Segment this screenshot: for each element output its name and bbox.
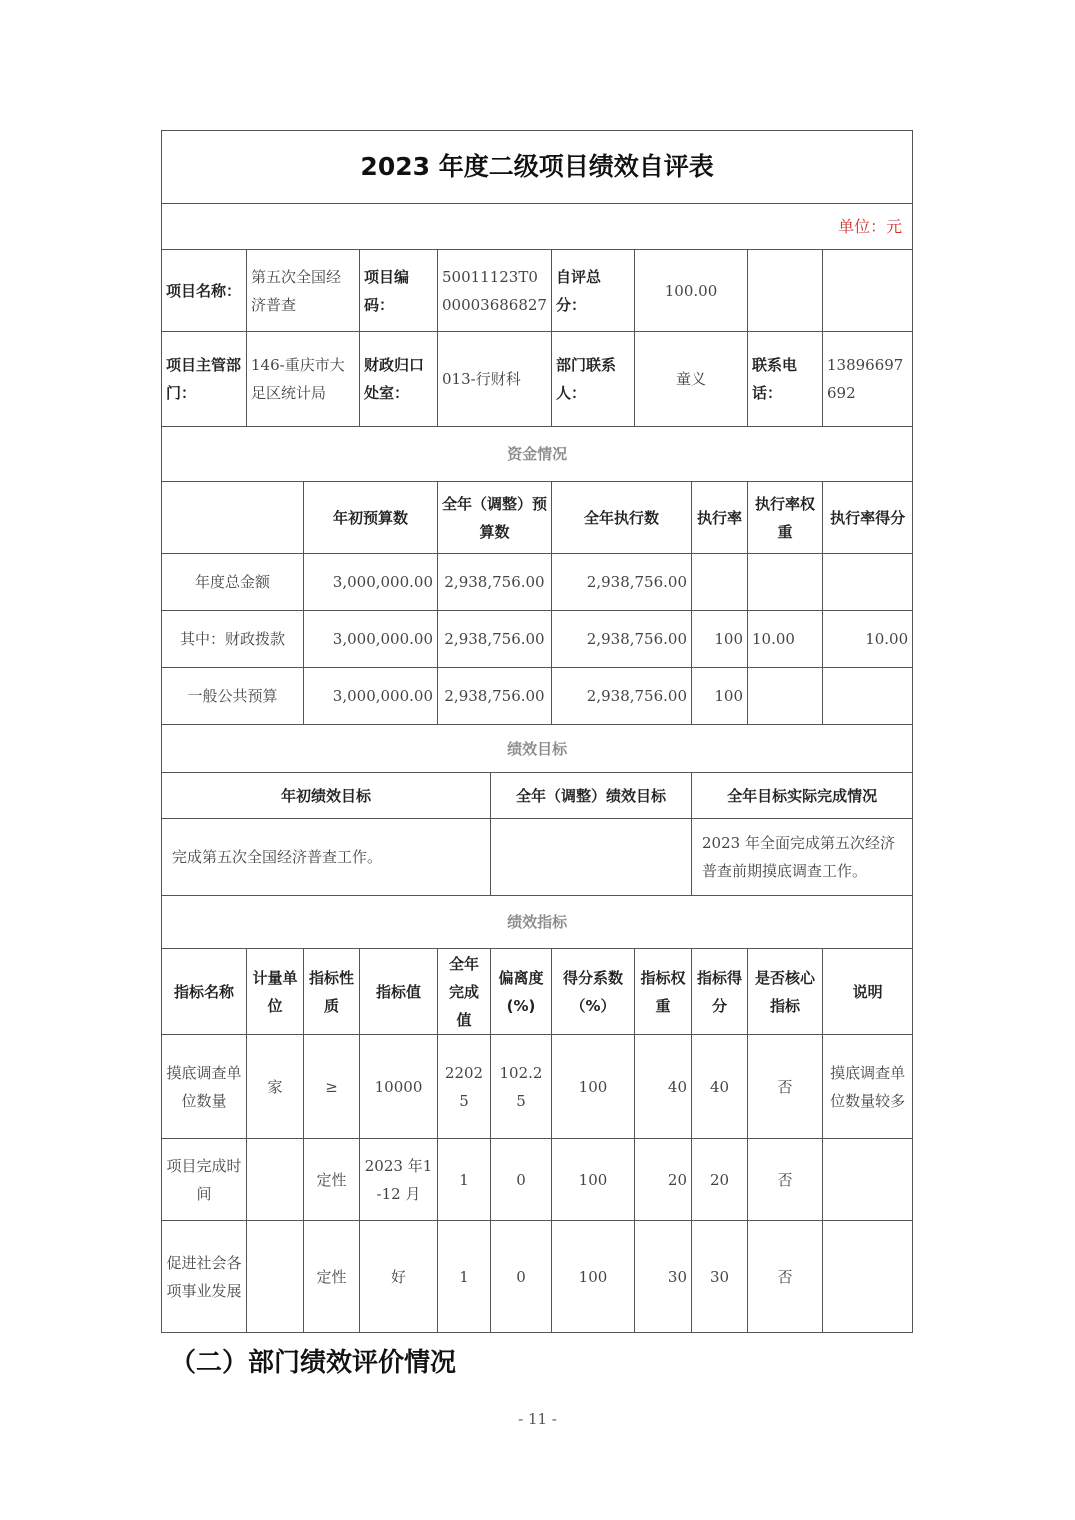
contact-label: 部门联系人： <box>552 332 635 427</box>
table-row <box>162 1139 913 1221</box>
goal-header: 年初绩效目标 <box>162 773 491 819</box>
fund-executed: 2,938,756.00 <box>552 611 692 668</box>
indicator-target: 2023 年1-12 月 <box>360 1139 438 1221</box>
fund-name: 一般公共预算 <box>162 668 304 725</box>
dept-label: 项目主管部门： <box>162 332 247 427</box>
fund-initial: 3,000,000.00 <box>304 554 438 611</box>
goal-adjusted <box>491 819 692 896</box>
project-name-value: 第五次全国经济普查 <box>247 250 360 332</box>
fund-adjusted: 2,938,756.00 <box>438 554 552 611</box>
fund-rate <box>692 554 748 611</box>
indicator-unit <box>247 1221 304 1333</box>
indicator-coef: 100 <box>552 1221 635 1333</box>
indicator-nature: ≥ <box>304 1035 360 1139</box>
table-row <box>162 1035 913 1139</box>
indicator-score: 40 <box>692 1035 748 1139</box>
indicator-name: 摸底调查单位数量 <box>162 1035 247 1139</box>
table-row <box>162 611 913 668</box>
indicator-header: 计量单位 <box>247 949 304 1035</box>
section-heading: （二）部门绩效评价情况 <box>170 1348 457 1378</box>
goal-actual: 2023 年全面完成第五次经济普查前期摸底调查工作。 <box>692 819 913 896</box>
indicator-score: 30 <box>692 1221 748 1333</box>
fund-weight <box>748 668 823 725</box>
table-title: 2023 年度二级项目绩效自评表 <box>162 131 913 204</box>
phone-label: 联系电话： <box>748 332 823 427</box>
fund-weight: 10.00 <box>748 611 823 668</box>
indicator-core: 否 <box>748 1035 823 1139</box>
indicator-actual: 22025 <box>438 1035 491 1139</box>
score-label: 自评总分： <box>552 250 635 332</box>
indicator-coef: 100 <box>552 1139 635 1221</box>
indicator-name: 项目完成时间 <box>162 1139 247 1221</box>
section-funds: 资金情况 <box>162 427 913 482</box>
indicator-unit: 家 <box>247 1035 304 1139</box>
dept-value: 146-重庆市大足区统计局 <box>247 332 360 427</box>
table-row <box>162 668 913 725</box>
fund-rate: 100 <box>692 611 748 668</box>
empty-cell <box>748 250 823 332</box>
project-name-label: 项目名称： <box>162 250 247 332</box>
fund-initial: 3,000,000.00 <box>304 611 438 668</box>
indicator-nature: 定性 <box>304 1221 360 1333</box>
indicator-header: 指标权重 <box>635 949 692 1035</box>
indicator-header: 说明 <box>823 949 913 1035</box>
indicator-target: 好 <box>360 1221 438 1333</box>
fund-name: 其中：财政拨款 <box>162 611 304 668</box>
goal-header: 全年（调整）绩效目标 <box>491 773 692 819</box>
contact-value: 童义 <box>635 332 748 427</box>
table-row <box>162 1221 913 1333</box>
indicator-score: 20 <box>692 1139 748 1221</box>
col-header: 年初预算数 <box>304 482 438 554</box>
fund-score: 10.00 <box>823 611 913 668</box>
goal-header: 全年目标实际完成情况 <box>692 773 913 819</box>
indicator-header: 指标名称 <box>162 949 247 1035</box>
empty-cell <box>823 250 913 332</box>
unit-label: 单位：元 <box>162 204 913 250</box>
col-header: 执行率权重 <box>748 482 823 554</box>
indicator-core: 否 <box>748 1221 823 1333</box>
col-header: 执行率得分 <box>823 482 913 554</box>
performance-table <box>161 130 913 1333</box>
indicator-weight: 30 <box>635 1221 692 1333</box>
indicator-note <box>823 1221 913 1333</box>
indicator-header: 指标值 <box>360 949 438 1035</box>
indicator-coef: 100 <box>552 1035 635 1139</box>
phone-value: 13896697692 <box>823 332 913 427</box>
indicator-name: 促进社会各项事业发展 <box>162 1221 247 1333</box>
indicator-deviation: 0 <box>491 1139 552 1221</box>
col-header: 执行率 <box>692 482 748 554</box>
indicator-header: 偏离度(%) <box>491 949 552 1035</box>
fund-executed: 2,938,756.00 <box>552 554 692 611</box>
project-code-label: 项目编码： <box>360 250 438 332</box>
col-header: 全年执行数 <box>552 482 692 554</box>
fund-score <box>823 554 913 611</box>
goal-initial: 完成第五次全国经济普查工作。 <box>162 819 491 896</box>
indicator-header: 指标性质 <box>304 949 360 1035</box>
indicator-actual: 1 <box>438 1221 491 1333</box>
project-code-value: 50011123T000003686827 <box>438 250 552 332</box>
indicator-actual: 1 <box>438 1139 491 1221</box>
fund-rate: 100 <box>692 668 748 725</box>
section-indicators: 绩效指标 <box>162 896 913 949</box>
indicator-header: 指标得分 <box>692 949 748 1035</box>
fund-score <box>823 668 913 725</box>
indicator-header: 全年完成值 <box>438 949 491 1035</box>
indicator-nature: 定性 <box>304 1139 360 1221</box>
indicator-core: 否 <box>748 1139 823 1221</box>
col-header: 全年（调整）预算数 <box>438 482 552 554</box>
indicator-note <box>823 1139 913 1221</box>
page-number: - 11 - <box>518 1410 557 1428</box>
indicator-target: 10000 <box>360 1035 438 1139</box>
fund-executed: 2,938,756.00 <box>552 668 692 725</box>
indicator-weight: 40 <box>635 1035 692 1139</box>
fund-adjusted: 2,938,756.00 <box>438 611 552 668</box>
finance-value: 013-行财科 <box>438 332 552 427</box>
indicator-deviation: 0 <box>491 1221 552 1333</box>
indicator-header: 是否核心指标 <box>748 949 823 1035</box>
fund-initial: 3,000,000.00 <box>304 668 438 725</box>
fund-name: 年度总金额 <box>162 554 304 611</box>
score-value: 100.00 <box>635 250 748 332</box>
indicator-unit <box>247 1139 304 1221</box>
table-row <box>162 554 913 611</box>
empty-cell <box>162 482 304 554</box>
indicator-weight: 20 <box>635 1139 692 1221</box>
fund-weight <box>748 554 823 611</box>
finance-label: 财政归口处室： <box>360 332 438 427</box>
fund-adjusted: 2,938,756.00 <box>438 668 552 725</box>
indicator-deviation: 102.25 <box>491 1035 552 1139</box>
indicator-header: 得分系数（%） <box>552 949 635 1035</box>
indicator-note: 摸底调查单位数量较多 <box>823 1035 913 1139</box>
section-goals: 绩效目标 <box>162 725 913 773</box>
